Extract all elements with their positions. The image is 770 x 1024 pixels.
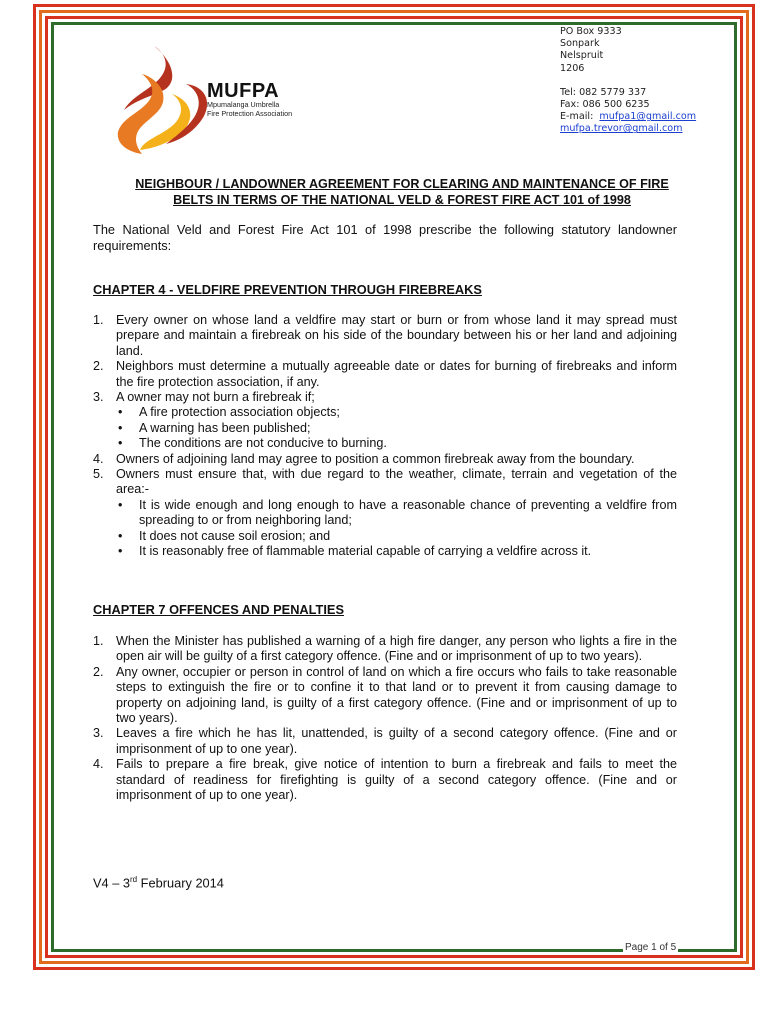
- intro-paragraph: The National Veld and Forest Fire Act 101 of 1998 prescribe the following statutory landowner requirements:: [93, 222, 677, 253]
- bullet-item: [116, 421, 677, 436]
- chapter-4-list: [93, 313, 677, 560]
- bullet-item: [116, 529, 677, 544]
- list-item: [93, 634, 677, 665]
- list-item: [93, 467, 677, 559]
- list-number: 4.: [93, 757, 104, 772]
- chapter-7-title: CHAPTER 7 OFFENCES AND PENALTIES: [93, 602, 344, 617]
- list-item-text: Any owner, occupier or person in control of land on which a fire occurs who fails to take reasonable steps to extinguish the fire or to confine it to that land or to prevent it from causing damage to property on adjoining land, is guilty of a first category offence. (Fine and or imprisonment of up to two years).: [116, 664, 677, 726]
- contact-block: [560, 26, 696, 136]
- bullet-text: A fire protection association objects;: [139, 405, 340, 420]
- fax: Fax: 086 500 6235: [560, 99, 650, 111]
- heading-line: NEIGHBOUR / LANDOWNER AGREEMENT FOR CLEARING AND MAINTENANCE OF FIRE: [135, 177, 669, 191]
- logo-subtitle: [207, 101, 292, 118]
- chapter-7-list: [93, 634, 677, 803]
- bullet-icon: •: [118, 528, 123, 543]
- email-line: [560, 111, 696, 123]
- list-number: 3.: [93, 390, 104, 405]
- list-item-text: A owner may not burn a firebreak if;: [116, 390, 315, 405]
- bullet-item: [116, 498, 677, 529]
- list-item: [93, 726, 677, 757]
- address-line: PO Box 9333: [560, 26, 622, 37]
- list-item-text: Leaves a fire which he has lit, unattended, is guilty of a second category offence. (Fine and or imprisonment of up to one year).: [116, 726, 677, 756]
- list-item: [93, 313, 677, 359]
- bullet-text: A warning has been published;: [139, 420, 311, 435]
- heading-line: BELTS IN TERMS OF THE NATIONAL VELD & FOREST FIRE ACT 101 of 1998: [173, 193, 631, 207]
- list-item-text: Fails to prepare a fire break, give notice of intention to burn a firebreak and fails to meet the standard of readiness for firefighting is guilty of a second category offence. (Fine and or imprisonment of up to one year).: [116, 757, 677, 803]
- bullet-text: The conditions are not conducive to burning.: [139, 436, 387, 451]
- list-item-text: Owners must ensure that, with due regard to the weather, climate, terrain and vegetation of the area:-: [116, 467, 677, 497]
- list-number: 5.: [93, 467, 104, 482]
- telephone: Tel: 082 5779 337: [560, 86, 647, 98]
- bullet-text: It is wide enough and long enough to have a reasonable chance of preventing a veldfire from spreading to or from neighboring land;: [139, 497, 677, 528]
- bullet-list: [116, 405, 677, 451]
- version-line: [93, 875, 224, 890]
- list-number: 1.: [93, 634, 104, 648]
- bullet-item: [116, 436, 677, 451]
- bullet-text: It does not cause soil erosion; and: [139, 528, 331, 543]
- email-link-1[interactable]: mufpa1@gmail.com: [599, 111, 697, 123]
- list-item: [93, 390, 677, 452]
- email-label: E-mail:: [560, 111, 594, 123]
- document-heading: [93, 176, 711, 208]
- list-item: [93, 359, 677, 390]
- list-item-text: Owners of adjoining land may agree to position a common firebreak away from the boundary.: [116, 451, 635, 466]
- page-number: Page 1 of 5: [625, 942, 677, 953]
- list-number: 2.: [93, 359, 104, 374]
- logo-subtitle-line: Mpumalanga Umbrella: [207, 100, 280, 109]
- address-line: Sonpark: [560, 38, 600, 50]
- version-prefix: V4 – 3: [93, 875, 130, 891]
- bullet-icon: •: [118, 497, 123, 512]
- list-item: [93, 452, 677, 467]
- version-sup: rd: [130, 875, 138, 884]
- list-number: 4.: [93, 451, 104, 466]
- address-line: Nelspruit: [560, 50, 604, 62]
- chapter-4-title: CHAPTER 4 - VELDFIRE PREVENTION THROUGH FIREBREAKS: [93, 282, 482, 297]
- list-item: [93, 665, 677, 727]
- logo-title: MUFPA: [207, 80, 280, 102]
- bullet-list: [116, 498, 677, 560]
- bullet-text: It is reasonably free of flammable material capable of carrying a veldfire across it.: [139, 544, 592, 559]
- list-number: 2.: [93, 664, 104, 679]
- bullet-icon: •: [118, 544, 123, 559]
- bullet-item: [116, 544, 677, 559]
- list-item-text: When the Minister has published a warning of a high fire danger, any person who lights a fire in the open air will be guilty of a first category offence. (Fine and or imprisonment of up to two years).: [116, 634, 677, 664]
- list-number: 1.: [93, 313, 104, 327]
- version-suffix: February 2014: [137, 875, 224, 891]
- bullet-icon: •: [118, 405, 123, 420]
- email-link-2[interactable]: mufpa.trevor@gmail.com: [560, 123, 683, 135]
- bullet-item: [116, 405, 677, 420]
- bullet-icon: •: [118, 420, 123, 435]
- list-number: 3.: [93, 726, 104, 741]
- list-item-text: Every owner on whose land a veldfire may start or burn or from whose land it may spread must prepare and maintain a firebreak on his side of the boundary between his or her land and adjoining land.: [116, 313, 677, 358]
- list-item-text: Neighbors must determine a mutually agreeable date or dates for burning of firebreaks and inform the fire protection association, if any.: [116, 359, 677, 389]
- list-item: [93, 757, 677, 803]
- logo-subtitle-line: Fire Protection Association: [207, 108, 293, 118]
- address-line: 1206: [560, 62, 585, 74]
- bullet-icon: •: [118, 436, 123, 451]
